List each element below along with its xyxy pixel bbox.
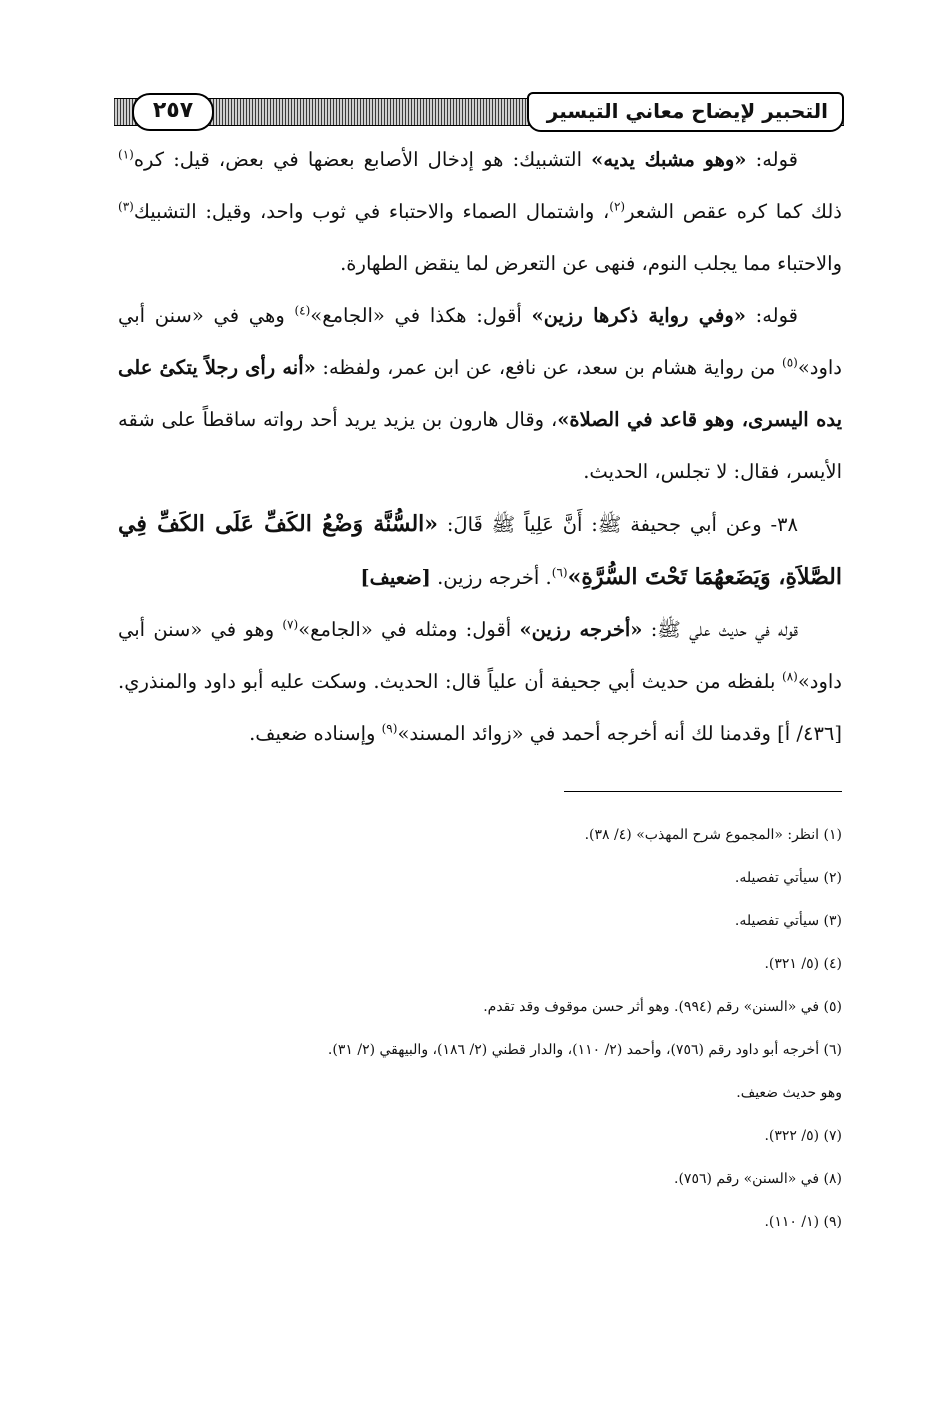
main-text: [118, 134, 842, 760]
footnote-9: (٩) (١/ ١١٠).: [764, 1214, 842, 1230]
footnote-ref-4: (٤): [294, 303, 311, 318]
p4-text: قوله في حديث علي ﷺ:: [642, 618, 799, 641]
p4-text2: أقول: ومثله في «الجامع»: [298, 618, 520, 641]
p3-text2: . أخرجه رزين.: [430, 566, 552, 589]
p1-quote: «وهو مشبك يديه»: [591, 148, 747, 171]
footnote-1: (١) انظر: «المجموع شرح المهذب» (٤/ ٣٨).: [584, 827, 842, 843]
p3-text: ٣٨- وعن أبي جحيفة ﷺ: أَنَّ عَلِياً ﷺ قَالَ:: [438, 513, 798, 536]
footnote-5: (٥) في «السنن» رقم (٩٩٤). وهو أثر حسن موقوف وقد تقدم.: [483, 999, 842, 1015]
page-header: [114, 92, 844, 130]
paragraph-1: [118, 134, 842, 290]
p1-intro: قوله:: [746, 148, 798, 171]
p1-text4: والاحتباء مما يجلب النوم، فنهى عن التعرض لما ينقض الطهارة.: [340, 252, 842, 275]
p3-hadith-quote: «السُّنَّة وَضْعُ الكَفِّ عَلَى الكَفِّ فِي الصَّلاَةِ، وَيَضَعهُمَا تَحْتَ السُّرَّةِ»: [118, 511, 842, 590]
footnotes: [118, 814, 842, 1244]
footnote-6-continuation: وهو حديث ضعيف.: [736, 1085, 842, 1101]
footnote-ref-9: (٩): [381, 721, 398, 736]
p4-text3: وهو في «سنن أبي داود»: [118, 618, 842, 693]
p1-text2: ذلك كما كره عقص الشعر: [625, 200, 842, 223]
p1-text: التشبيك: هو إدخال الأصابع بعضها في بعض، قيل: كره: [133, 148, 592, 171]
p2-text: أقول: هكذا في «الجامع»: [310, 304, 532, 327]
p4-text5: وإسناده ضعيف.: [249, 722, 382, 745]
footnote-6: (٦) أخرجه أبو داود رقم (٧٥٦)، وأحمد (٢/ ١١٠)، والدار قطني (٢/ ١٨٦)، والبيهقي (٢/ ٣١).: [327, 1042, 842, 1058]
p2-text4: ، وقال هارون بن يزيد يريد أحد رواته ساقطاً على شقه الأيسر، فقال: لا تجلس، الحديث.: [118, 408, 842, 483]
footnote-7: (٧) (٥/ ٣٢٢).: [764, 1128, 842, 1144]
p2-quote2: «أنه رأى رجلاً يتكئ على يده اليسرى، وهو قاعد في الصلاة»: [118, 356, 842, 431]
grade-badge: [ضعيف]: [360, 566, 431, 589]
paragraph-4: [118, 604, 842, 760]
paragraph-3-hadith: [118, 498, 842, 604]
p2-text2: وهي في «سنن أبي داود»: [118, 304, 842, 379]
footnote-ref-5: (٥): [782, 355, 798, 370]
footnote-4: (٤) (٥/ ٣٢١).: [764, 956, 842, 972]
footnote-3: (٣) سيأتي تفصيله.: [734, 913, 842, 929]
footnote-ref-6: (٦): [551, 565, 568, 580]
book-title: التحبير لإيضاح معاني التيسير: [527, 92, 844, 132]
footnote-ref-3: (٣): [118, 199, 134, 214]
footnote-ref-1: (١): [118, 147, 134, 162]
page-number: ٢٥٧: [132, 93, 214, 131]
p1-text3: ، واشتمال الصماء والاحتباء في ثوب واحد، وقيل: التشبيك: [133, 200, 610, 223]
p4-text4: بلفظه من حديث أبي جحيفة أن علياً قال: الحديث. وسكت عليه أبو داود والمنذري. [٤٣٦/ أ] وقدمنا لك أنه أخرجه أحمد في «زوائد المسند»: [118, 670, 842, 745]
footnote-8: (٨) في «السنن» رقم (٧٥٦).: [674, 1171, 842, 1187]
footnote-separator: [564, 791, 842, 792]
p2-text3: من رواية هشام بن سعد، عن نافع، عن ابن عمر، ولفظه:: [315, 356, 783, 379]
footnote-ref-2: (٢): [609, 199, 626, 214]
footnote-2: (٢) سيأتي تفصيله.: [734, 870, 842, 886]
paragraph-2: [118, 290, 842, 498]
p2-quote: «وفي رواية ذكرها رزين»: [531, 304, 746, 327]
footnote-ref-7: (٧): [282, 617, 299, 632]
p2-intro: قوله:: [745, 304, 799, 327]
footnote-ref-8: (٨): [782, 669, 798, 684]
p4-quote: «أخرجه رزين»: [519, 618, 643, 641]
